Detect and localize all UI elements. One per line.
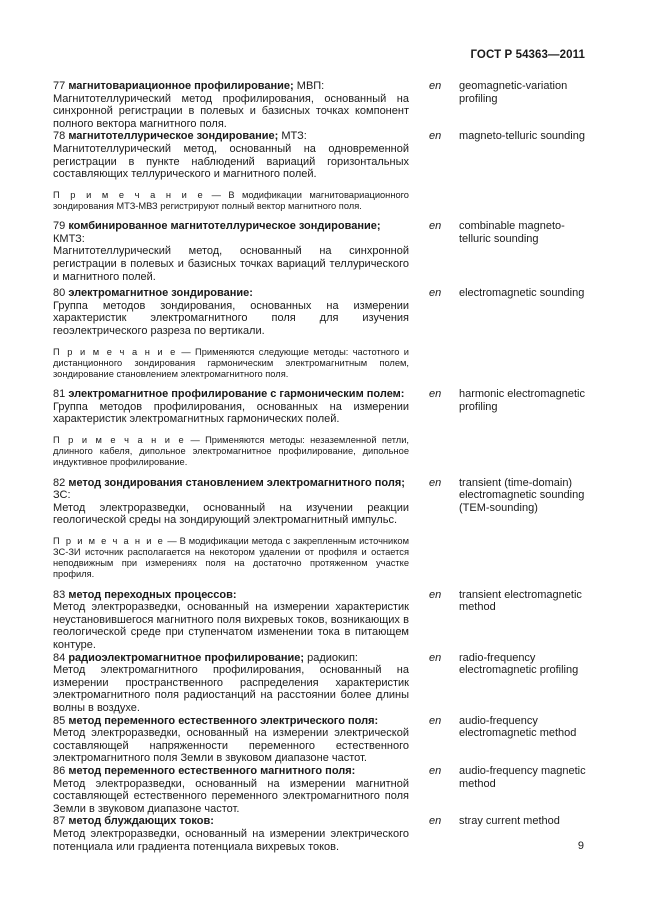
term-definition-block (53, 765, 409, 815)
note-label: П р и м е ч а н и е (53, 189, 205, 200)
english-equivalent: combinable magneto-telluric sounding (459, 220, 565, 245)
term-entry (53, 589, 593, 652)
term-number: 87 (53, 815, 66, 828)
term-definition-block (53, 652, 409, 715)
term-title (53, 477, 409, 502)
english-equivalent: radio-frequency electromagnetic profiling (459, 651, 579, 677)
term-entry (53, 80, 593, 130)
term-name: электромагнитное профилирование с гармоническим полем: (68, 388, 405, 401)
term-note (53, 190, 409, 212)
term-definition-block (53, 589, 409, 652)
term-entry (53, 130, 593, 212)
term-abbreviation: КМТЗ: (53, 232, 85, 245)
terms-list (53, 80, 593, 853)
term-number: 84 (53, 651, 66, 664)
term-title (53, 765, 409, 778)
term-definition-block (53, 388, 409, 468)
language-code: en (429, 287, 442, 300)
language-code: en (429, 588, 442, 601)
language-code: en (429, 220, 442, 233)
term-title (53, 287, 409, 300)
term-number: 86 (53, 765, 66, 777)
note-label: П р и м е ч а н и е (53, 434, 186, 445)
english-equivalent: audio-frequency electromagnetic method (459, 714, 577, 740)
term-entry (53, 715, 593, 765)
term-definition: Магнитотеллурический метод, основанный на синхронной регистрации в полевых и базисных точках вариаций теллурического и магнитного полей. (53, 245, 409, 283)
term-entry (53, 765, 593, 815)
term-definition-block (53, 287, 409, 380)
language-code: en (429, 388, 442, 401)
term-definition-block (53, 815, 409, 853)
term-name: метод блуждающих токов: (68, 815, 214, 828)
term-definition: Группа методов профилирования, основанных на измерении характеристик электромагнитных гармонических полей. (53, 400, 409, 426)
term-abbreviation: радиокип: (304, 651, 358, 664)
note-text: — Применяются следующие методы: частотного и дистанционного зондирования гармоническим электромагнитным полем, зондирование становлением электромагнитного поля. (53, 346, 409, 379)
term-title (53, 652, 409, 665)
term-number: 77 (53, 80, 66, 92)
term-abbreviation: МВП: (293, 80, 325, 92)
term-entry (53, 220, 593, 283)
term-note (53, 536, 409, 581)
term-title (53, 715, 409, 728)
term-title (53, 220, 409, 245)
term-name: комбинированное магнитотеллурическое зондирование; (68, 220, 381, 233)
note-label: П р и м е ч а н и е (53, 535, 165, 546)
term-entry (53, 815, 593, 853)
term-title (53, 80, 409, 93)
english-equivalent: stray current method (459, 815, 560, 828)
term-number: 80 (53, 287, 66, 300)
term-definition: Группа методов зондирования, основанных на измерении характеристик электромагнитного поля для изучения геоэлектрического разреза по вертикали. (53, 299, 409, 337)
term-entry (53, 388, 593, 468)
page-number: 9 (577, 840, 584, 852)
term-number: 83 (53, 588, 66, 601)
english-equivalent: electromagnetic sounding (459, 287, 585, 300)
term-definition-block (53, 220, 409, 283)
term-definition: Магнитотеллурический метод профилирования, основанный на синхронной регистрации в полевых и базисных точках компонент полного вектора магнитного поля. (53, 92, 409, 130)
term-name: метод переменного естественного электрического поля: (68, 714, 379, 727)
term-entry (53, 287, 593, 380)
note-label: П р и м е ч а н и е (53, 346, 177, 357)
term-number: 79 (53, 220, 66, 233)
term-definition: Метод электромагнитного профилирования, основанный на измерении пространственного распределения характеристик электромагнитного поля радиостанций на расстоянии более длины волны в воздухе. (53, 664, 409, 715)
term-definition: Метод электроразведки, основанный на измерении магнитной составляющей естественного переменного электромагнитного поля Земли в звуковом диапазоне частот. (53, 777, 409, 815)
language-code: en (429, 476, 442, 489)
term-definition: Метод электроразведки, основанный на измерении электрического потенциала или градиента потенциала вихревых токов. (53, 827, 409, 853)
language-code: en (429, 815, 442, 828)
term-name: электромагнитное зондирование: (68, 287, 253, 300)
term-title (53, 130, 409, 143)
term-note (53, 435, 409, 469)
term-title (53, 388, 409, 401)
note-text: — В модификации метода с закрепленным источником ЗС-ЗИ источник располагается на некотором удалении от профиля и остается неподвижным при измерениях поля на достаточно протяженном участке профиля. (53, 535, 409, 580)
term-abbreviation: ЗС: (53, 489, 71, 502)
term-name: радиоэлектромагнитное профилирование; (68, 651, 305, 664)
term-note (53, 347, 409, 381)
term-definition: Метод электроразведки, основанный на измерении характеристик неустановившегося магнитного поля вихревых токов, возникающих в геологической среде при ступенчатом изменении тока в питающем контуре. (53, 601, 409, 652)
note-text: — В модификации магнитовариационного зондирования МТЗ-МВЗ регистрируют полный вектор магнитного поля. (53, 189, 409, 211)
english-equivalent: harmonic electromagnetic profiling (459, 388, 585, 413)
term-name: метод зондирования становлением электромагнитного поля; (68, 476, 405, 489)
term-entry (53, 652, 593, 715)
term-definition: Магнитотеллурический метод, основанный на одновременной регистрации в пункте наблюдений вариаций горизонтальных составляющих теллурического и магнитного полей. (53, 142, 409, 181)
term-definition-block (53, 477, 409, 581)
language-code: en (429, 130, 442, 143)
term-title (53, 815, 409, 828)
term-number: 81 (53, 388, 66, 401)
term-definition: Метод электроразведки, основанный на изучении реакции геологической среды на зондирующий электромагнитный импульс. (53, 501, 409, 527)
term-name: магнитовариационное профилирование; (68, 80, 294, 92)
language-code: en (429, 765, 442, 777)
term-definition-block (53, 80, 409, 130)
language-code: en (429, 651, 442, 664)
english-equivalent: geomagnetic-variation profiling (459, 80, 568, 105)
term-abbreviation: МТЗ: (278, 130, 307, 143)
term-definition: Метод электроразведки, основанный на измерении электрической составляющей напряженности переменного естественного электромагнитного поля Земли в звуковом диапазоне частот. (53, 727, 409, 765)
term-entry (53, 477, 593, 581)
term-number: 85 (53, 714, 66, 727)
term-definition-block (53, 715, 409, 765)
term-name: метод переменного естественного магнитного поля: (68, 765, 356, 777)
language-code: en (429, 80, 442, 92)
term-number: 82 (53, 476, 66, 489)
term-definition-block (53, 130, 409, 212)
english-equivalent: transient electromagnetic method (459, 588, 582, 614)
term-number: 78 (53, 130, 66, 143)
note-text: — Применяются методы: незаземленной петли, длинного кабеля, дипольное электромагнитное профилирование, дипольное индуктивное профилирование. (53, 434, 409, 468)
term-name: магнитотеллурическое зондирование; (68, 130, 279, 143)
document-code: ГОСТ Р 54363—2011 (470, 49, 585, 61)
english-equivalent: transient (time-domain) electromagnetic sounding (TEM-sounding) (459, 476, 585, 514)
language-code: en (429, 714, 442, 727)
term-name: метод переходных процессов: (68, 588, 237, 601)
term-title (53, 589, 409, 602)
english-equivalent: audio-frequency magnetic method (459, 765, 586, 790)
english-equivalent: magneto-telluric sounding (459, 130, 585, 143)
